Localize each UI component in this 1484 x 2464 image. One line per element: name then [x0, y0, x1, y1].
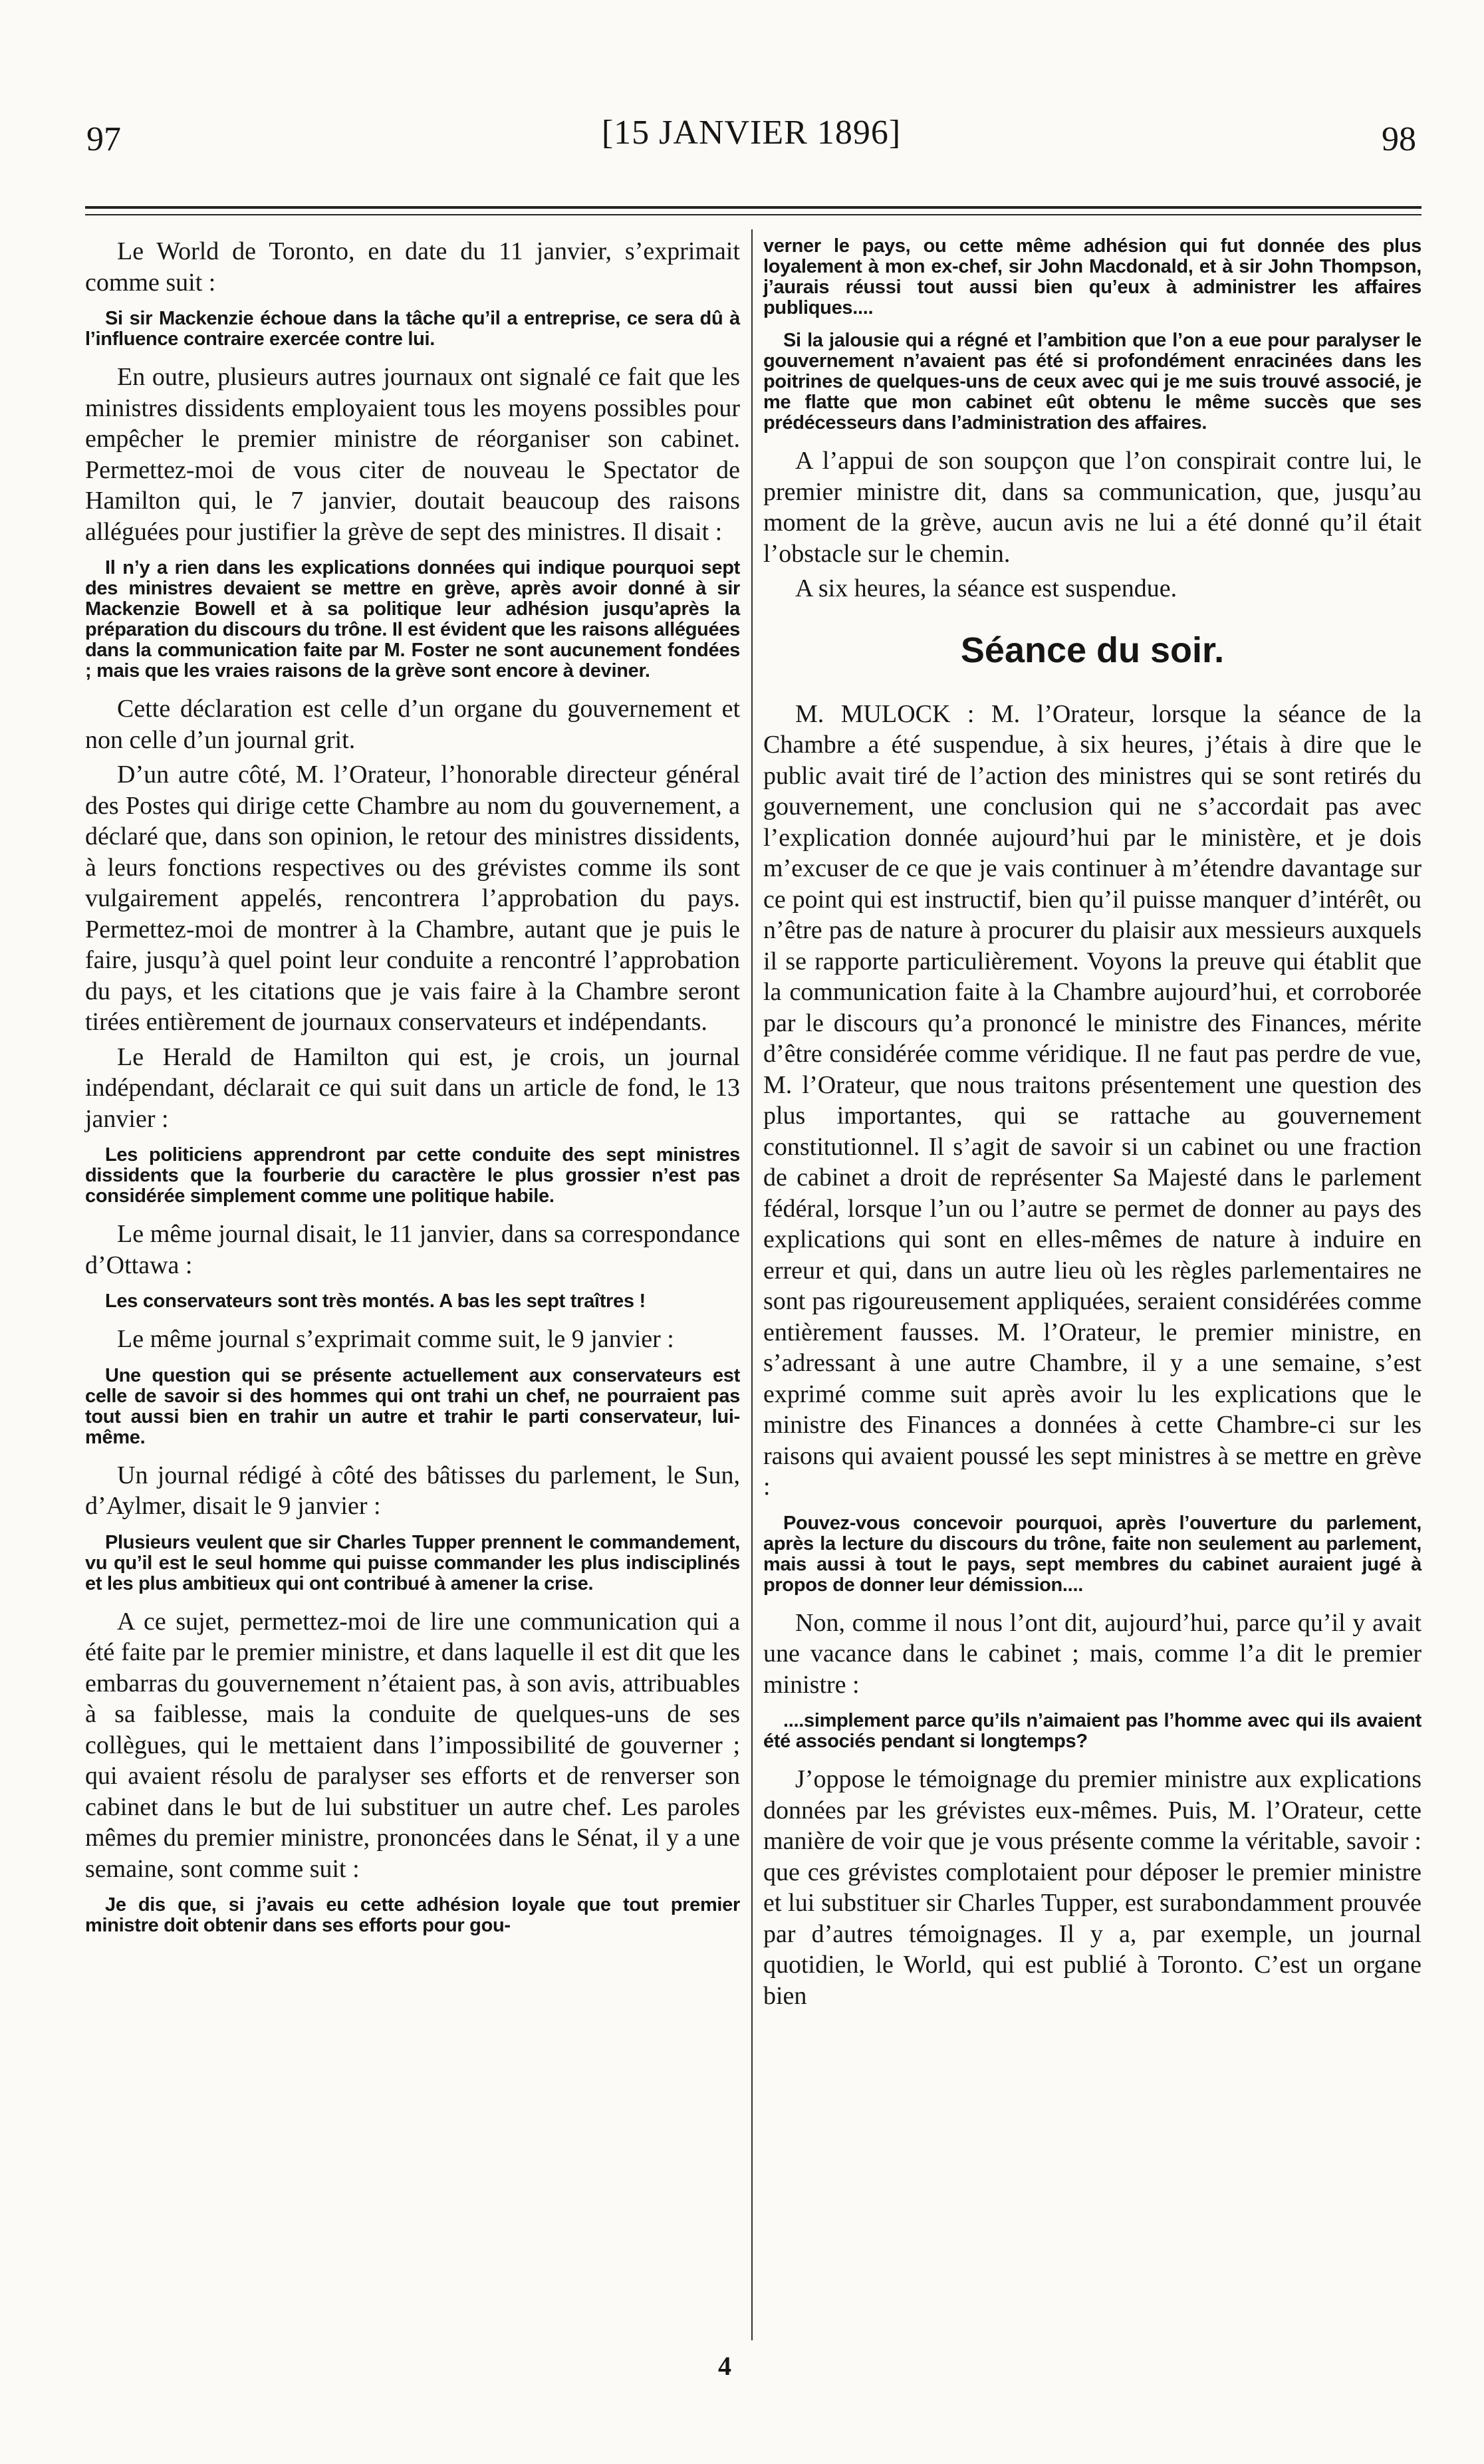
left-column	[85, 236, 740, 1948]
paragraph: D’un autre côté, M. l’Orateur, l’honorable directeur général des Postes qui dirige cette Chambre au nom du gouvernement, a déclaré que, dans son opinion, le retour des ministres dissidents, à leurs fonctions respectives ou des grévistes comme ils sont vulgairement appelés, rencontrera l’approbation du pays. Permettez-moi de montrer à la Chambre, autant que je puis le faire, jusqu’à quel point leur conduite a rencontré l’approbation du pays, et les citations que je vais faire à la Chambre seront tirées entièrement de journaux conservateurs et indépendants.	[85, 761, 740, 1036]
paragraph: J’oppose le témoignage du premier ministre aux explications données par les grévistes eux-mêmes. Puis, M. l’Orateur, cette manière de voir que je vous présente comme la véritable, savoir : que ces grévistes complotaient pour déposer le premier ministre et lui substituer sir Charles Tupper, est surabondamment prouvée par d’autres témoignages. Il y a, par exemple, un journal quotidien, le World, qui est publié à Toronto. C’est un organe bien	[763, 1765, 1422, 2010]
paragraph: M. MULOCK : M. l’Orateur, lorsque la séance de la Chambre a été suspendue, à six heures, j’étais à dire que le public avait tiré de l’action des ministres qui se sont retirés du gouvernement, une conclusion qui ne s’accordait pas avec l’explication donnée aujourd’hui par le ministère, et je dois m’excuser de ce que je vais continuer à m’étendre davantage sur ce point qui est instructif, bien qu’il puisse manquer d’intérêt, ou n’être pas de nature à procurer du plaisir aux messieurs auxquels il se rapporte particulièrement. Voyons la preuve qui établit que la communication faite à la Chambre aujourd’hui, et corroborée par le discours qu’a prononcé le ministre des Finances, mérite d’être considérée comme véridique. Il ne faut pas perdre de vue, M. l’Orateur, que nous traitons présentement une question des plus importantes, qui se rattache au gouvernement constitutionnel. Il s’agit de savoir si un cabinet ou une fraction de cabinet a droit de représenter Sa Majesté dans le parlement fédéral, lorsque l’un ou l’autre se permet de donner au pays des explications qui sont en elles-mêmes de nature à induire en erreur et qui, dans un autre lieu où les règles parlementaires ne sont pas rigoureusement appliquées, seraient considérées comme entièrement fausses. M. l’Orateur, le premier ministre, en s’adressant à une autre Chambre, il y a une semaine, s’est exprimé comme suit après avoir lu les explications que le ministre des Finances a données à cette Chambre-ci sur les raisons qui avaient poussé les sept ministres à se mettre en grève :	[763, 699, 1422, 1501]
page-header	[86, 113, 1416, 173]
block-quote: ....simplement parce qu’ils n’aimaient pas l’homme avec qui ils avaient été associés pendant si longtemps?	[763, 1710, 1422, 1752]
header-rule-thick	[85, 206, 1422, 209]
right-column	[763, 236, 1422, 2015]
paragraph: A l’appui de son soupçon que l’on conspirait contre lui, le premier ministre dit, dans sa communication, que, jusqu’au moment de la grève, aucun avis ne lui a été donné qu’il était l’obstacle sur le chemin.	[763, 447, 1422, 568]
paragraph: Le même journal s’exprimait comme suit, le 9 janvier :	[117, 1325, 674, 1353]
page-number-left: 97	[86, 120, 121, 158]
block-quote: Il n’y a rien dans les explications données qui indique pourquoi sept des ministres devaient se mettre en grève, après avoir donné à sir Mackenzie Bowell et à sa politique leur adhésion jusqu’après la préparation du discours du trône. Il est évident que les raisons alléguées dans la communication faite par M. Foster ne sont aucunement fondées ; mais que les vraies raisons de la grève sont encore à deviner.	[85, 557, 741, 681]
page-number-right: 98	[1382, 120, 1416, 158]
paragraph: Le même journal disait, le 11 janvier, dans sa correspondance d’Ottawa :	[85, 1220, 740, 1279]
signature-mark: 4	[718, 2351, 731, 2381]
paragraph: Un journal rédigé à côté des bâtisses du parlement, le Sun, d’Aylmer, disait le 9 janvier :	[85, 1461, 740, 1520]
column-divider	[751, 229, 753, 2340]
page-date-title: [15 JANVIER 1896]	[601, 114, 902, 152]
paragraph: Le Herald de Hamilton qui est, je crois, un journal indépendant, déclarait ce qui suit dans un article de fond, le 13 janvier :	[85, 1043, 740, 1133]
block-quote: Je dis que, si j’avais eu cette adhésion loyale que tout premier ministre doit obtenir dans ses efforts pour gou-	[85, 1894, 740, 1936]
block-quote: Les conservateurs sont très montés. A bas les sept traîtres !	[105, 1291, 646, 1312]
block-quote: Les politiciens apprendront par cette conduite des sept ministres dissidents que la fourberie du caractère le plus grossier n’est pas considérée simplement comme une politique habile.	[85, 1144, 740, 1207]
header-rule-thin	[85, 214, 1422, 215]
paragraph: En outre, plusieurs autres journaux ont signalé ce fait que les ministres dissidents employaient tous les moyens possibles pour empêcher le premier ministre de réorganiser son cabinet. Permettez-moi de vous citer de nouveau le Spectator de Hamilton qui, le 7 janvier, doutait beaucoup des raisons alléguées pour justifier la grève de sept des ministres. Il disait :	[85, 363, 740, 546]
block-quote: Pouvez-vous concevoir pourquoi, après l’ouverture du parlement, après la lecture du discours du trône, faite non seulement au parlement, mais aussi à tout le pays, sept membres du cabinet auraient jugé à propos de donner leur démission....	[763, 1512, 1422, 1596]
block-quote: Si sir Mackenzie échoue dans la tâche qu’il a entreprise, ce sera dû à l’influence contraire exercée contre lui.	[85, 308, 740, 350]
paragraph: Cette déclaration est celle d’un organe du gouvernement et non celle d’un journal grit.	[85, 695, 740, 754]
paragraph: Non, comme il nous l’ont dit, aujourd’hui, parce qu’il y avait une vacance dans le cabinet ; mais, comme l’a dit le premier ministre :	[763, 1608, 1422, 1699]
block-quote: verner le pays, ou cette même adhésion qui fut donnée des plus loyalement à mon ex-chef, sir John Macdonald, et à sir John Thompson, j’aurais réussi tout aussi bien qu’eux à administrer les affaires publiques....	[763, 235, 1422, 318]
paragraph: A six heures, la séance est suspendue.	[795, 574, 1177, 602]
block-quote: Plusieurs veulent que sir Charles Tupper prennent le commandement, vu qu’il est le seul homme qui puisse commander les plus indisciplinés et les plus ambitieux qui ont contribué à amener la crise.	[85, 1531, 740, 1594]
section-heading: Séance du soir.	[960, 630, 1225, 670]
paragraph: Le World de Toronto, en date du 11 janvier, s’exprimait comme suit :	[85, 237, 740, 297]
block-quote: Si la jalousie qui a régné et l’ambition que l’on a eue pour paralyser le gouvernement n’avaient pas été si profondément enracinées dans les poitrines de quelques-uns de ceux avec qui je me suis trouvé associé, je me flatte que mon cabinet eût obtenu le même succès que ses prédécesseurs dans l’administration des affaires.	[763, 330, 1422, 433]
paragraph: A ce sujet, permettez-moi de lire une communication qui a été faite par le premier ministre, et dans laquelle il est dit que les embarras du gouvernement n’étaient pas, à son avis, attribuables à sa faiblesse, mais la conduite de quelques-uns de ses collègues, qui le mettaient dans l’impossibilité de gouverner ; qui avaient résolu de paralyser ses efforts et de renverser son cabinet dans le but de lui substituer un autre chef. Les paroles mêmes du premier ministre, prononcées dans le Sénat, il y a une semaine, sont comme suit :	[85, 1607, 740, 1883]
block-quote: Une question qui se présente actuellement aux conservateurs est celle de savoir si des hommes qui ont trahi un chef, ne pourraient pas tout aussi bien en trahir un autre et trahir le parti conservateur, lui-même.	[85, 1364, 740, 1448]
